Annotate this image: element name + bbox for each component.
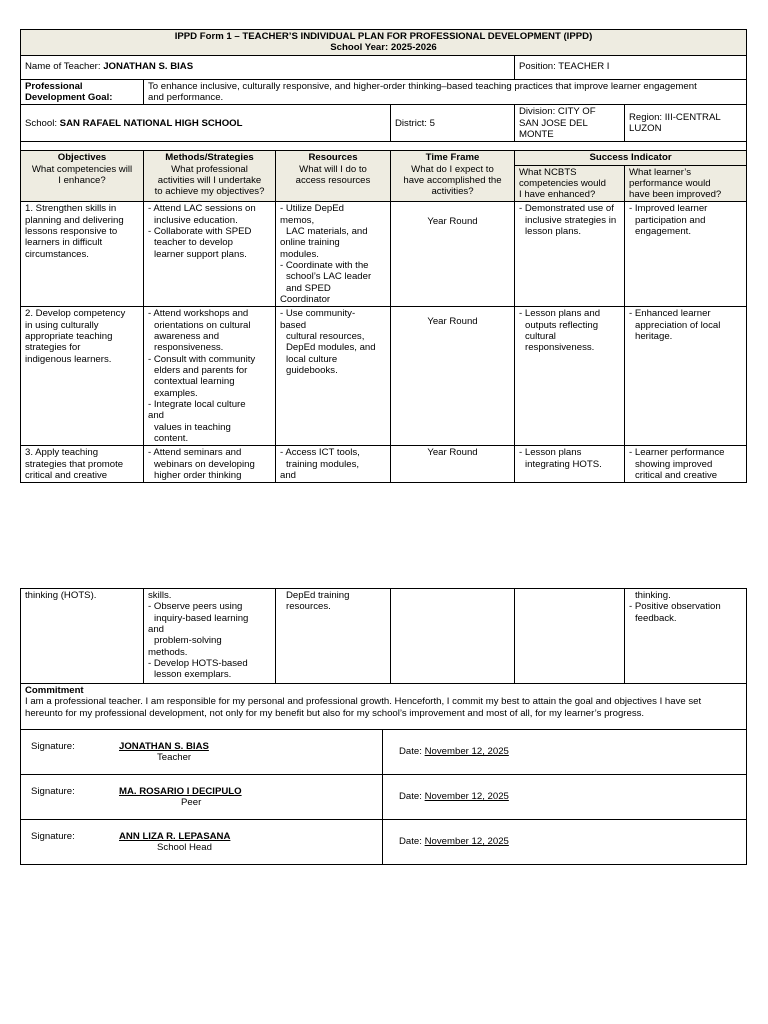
- learner-cell: [625, 589, 747, 684]
- district-cell: District: 5: [391, 105, 515, 142]
- spacer-row: [21, 142, 747, 151]
- cell-line: critical and creative: [25, 470, 108, 482]
- ncbts-cell: [515, 307, 625, 446]
- cell-line: lessons responsive to: [25, 226, 118, 238]
- school-label: School:: [25, 117, 57, 129]
- cell-line: and: [148, 623, 165, 635]
- cell-line: participation and: [635, 214, 706, 226]
- cell-line: engagement.: [635, 226, 692, 238]
- signatory-name: JONATHAN S. BIAS: [119, 740, 209, 752]
- cell-line: 1. Strengthen skills in: [25, 203, 117, 215]
- cell-line: - Demonstrated use of: [519, 203, 614, 215]
- learner-header: What learner’s performance would have been improved?: [625, 165, 747, 202]
- ncbts-cell: [515, 589, 625, 684]
- cell-line: contextual learning: [154, 376, 235, 388]
- ippd-form-page1: [20, 29, 747, 483]
- cell-line: thinking.: [635, 590, 671, 601]
- cell-line: guidebooks.: [286, 365, 338, 376]
- cell-line: - Integrate local culture: [148, 398, 246, 410]
- cell-line: - Lesson plans: [519, 447, 582, 459]
- cell-line: - Consult with community: [148, 353, 256, 365]
- cell-line: indigenous learners.: [25, 353, 112, 365]
- cell-line: strategies for: [25, 342, 81, 354]
- cell-line: circumstances.: [25, 248, 89, 260]
- cell-line: - Positive observation: [629, 601, 721, 613]
- goal-text: To enhance inclusive, culturally responsive, and higher-order thinking–based teaching practices that improve learner engagement and performance.: [144, 79, 747, 105]
- cell-line: - Learner performance: [629, 447, 725, 459]
- cell-line: DepEd training: [286, 590, 350, 601]
- time-frame-cell: [391, 589, 515, 684]
- signature-cell: Signature: MA. ROSARIO I DECIPULO Peer: [21, 775, 383, 820]
- cell-line: critical and creative: [635, 470, 718, 482]
- learner-cell: [625, 202, 747, 307]
- cell-line: examples.: [154, 387, 198, 399]
- goal-label: Professional Development Goal:: [21, 79, 144, 105]
- cell-line: - Observe peers using: [148, 601, 243, 613]
- cell-line: appropriate teaching: [25, 331, 113, 343]
- signature-date: November 12, 2025: [424, 746, 509, 758]
- teacher-name-label: Name of Teacher:: [25, 61, 101, 73]
- cell-line: - Attend seminars and: [148, 447, 242, 459]
- cell-line: and SPED: [286, 282, 331, 294]
- cell-line: cultural resources,: [286, 331, 365, 343]
- cell-line: and: [148, 410, 165, 422]
- cell-line: higher order thinking: [154, 470, 242, 482]
- success-indicator-header: Success Indicator: [515, 151, 747, 165]
- date-cell: Date: November 12, 2025: [383, 775, 747, 820]
- resources-cell: [276, 446, 391, 483]
- cell-line: integrating HOTS.: [525, 458, 602, 470]
- region-cell: Region: III-CENTRAL LUZON: [625, 105, 747, 142]
- form-header: [21, 30, 747, 56]
- cell-line: 3. Apply teaching: [25, 447, 99, 459]
- cell-line: - Utilize DepEd: [280, 203, 344, 215]
- cell-line: - Collaborate with SPED: [148, 226, 252, 238]
- cell-line: teacher to develop: [154, 237, 233, 249]
- cell-line: webinars on developing: [154, 458, 255, 470]
- cell-line: - Attend workshops and: [148, 308, 249, 320]
- cell-line: lesson plans.: [525, 226, 581, 238]
- methods-cell: [144, 589, 276, 684]
- cell-line: training modules,: [286, 458, 360, 470]
- cell-line: feedback.: [635, 612, 677, 624]
- cell-line: outputs reflecting: [525, 319, 599, 331]
- cell-line: modules.: [280, 248, 319, 260]
- objective-cell: [21, 202, 144, 307]
- methods-cell: [144, 307, 276, 446]
- methods-cell: [144, 202, 276, 307]
- ncbts-cell: [515, 446, 625, 483]
- cell-line: inclusive education.: [154, 214, 238, 226]
- signature-row: [21, 730, 747, 775]
- ncbts-cell: [515, 202, 625, 307]
- objective-cell: [21, 307, 144, 446]
- cell-line: online training: [280, 237, 340, 249]
- ncbts-header: What NCBTS competencies would I have enhanced?: [515, 165, 625, 202]
- methods-header: Methods/Strategies What professional activities will I undertake to achieve my objectives?: [144, 151, 276, 202]
- cell-line: elders and parents for: [154, 365, 248, 376]
- teacher-name-value: JONATHAN S. BIAS: [103, 61, 194, 73]
- form-title: IPPD Form 1 – TEACHER’S INDIVIDUAL PLAN FOR PROFESSIONAL DEVELOPMENT (IPPD): [174, 31, 593, 42]
- signatory-name: ANN LIZA R. LEPASANA: [119, 830, 231, 842]
- date-cell: Date: November 12, 2025: [383, 820, 747, 865]
- cell-line: - Improved learner: [629, 203, 708, 215]
- school-value: SAN RAFAEL NATIONAL HIGH SCHOOL: [59, 117, 243, 129]
- learner-cell: [625, 446, 747, 483]
- position-value: TEACHER I: [558, 61, 610, 73]
- cell-line: strategies that promote: [25, 458, 124, 470]
- commitment-title: Commitment: [25, 685, 84, 696]
- time-frame-cell: Year Round: [391, 307, 515, 446]
- time-frame-cell: Year Round: [391, 446, 515, 483]
- commitment-cell: Commitment I am a professional teacher. I am responsible for my personal and professional growth. Henceforth, I commit my best to attain the goal and objectives I have set hereunto for my professional development, not only for my benefit but also for my school’s improvement and most of all, for my learner’s progress.: [21, 684, 747, 730]
- signature-cell: Signature: ANN LIZA R. LEPASANA School Head: [21, 820, 383, 865]
- date-cell: Date: November 12, 2025: [383, 730, 747, 775]
- cell-line: appreciation of local: [635, 319, 721, 331]
- cell-line: school’s LAC leader: [286, 271, 372, 283]
- signature-row: [21, 775, 747, 820]
- cell-line: inclusive strategies in: [525, 214, 617, 226]
- cell-line: skills.: [148, 590, 172, 601]
- cell-line: responsiveness.: [525, 342, 595, 354]
- cell-line: LAC materials, and: [286, 226, 368, 238]
- resources-cell: [276, 307, 391, 446]
- signatory-name: MA. ROSARIO I DECIPULO: [119, 785, 242, 797]
- cell-line: - Enhanced learner: [629, 308, 711, 320]
- position-cell: [515, 55, 747, 79]
- cell-line: content.: [154, 432, 189, 444]
- cell-line: in using culturally: [25, 319, 99, 331]
- cell-line: learners in difficult: [25, 237, 103, 249]
- signatory-role: Peer: [181, 797, 202, 808]
- cell-line: - Use community-: [280, 308, 356, 320]
- cell-line: orientations on cultural: [154, 319, 251, 331]
- signature-date: November 12, 2025: [424, 836, 509, 848]
- cell-line: cultural: [525, 331, 556, 343]
- cell-line: learner support plans.: [154, 248, 247, 260]
- table-row: [21, 589, 747, 684]
- resources-cell: [276, 589, 391, 684]
- school-cell: [21, 105, 391, 142]
- table-row: [21, 446, 747, 483]
- time-frame-cell: Year Round: [391, 202, 515, 307]
- commitment-text: I am a professional teacher. I am responsible for my personal and professional growth. Henceforth, I commit my best to attain the goal and objectives I have set: [25, 696, 702, 708]
- cell-line: planning and delivering: [25, 214, 124, 226]
- teacher-name-cell: [21, 55, 515, 79]
- resources-header: Resources What will I do to access resources: [276, 151, 391, 202]
- cell-line: lesson exemplars.: [154, 669, 232, 681]
- objective-cell: [21, 446, 144, 483]
- cell-line: values in teaching: [154, 421, 231, 433]
- cell-line: 2. Develop competency: [25, 308, 126, 320]
- cell-line: and: [280, 470, 297, 482]
- cell-line: memos,: [280, 214, 315, 226]
- cell-line: - Coordinate with the: [280, 260, 369, 271]
- signatory-role: School Head: [157, 842, 212, 853]
- objectives-header: Objectives What competencies will I enhance?: [21, 151, 144, 202]
- cell-line: thinking (HOTS).: [25, 590, 97, 601]
- objective-cell: [21, 589, 144, 684]
- cell-line: - Develop HOTS-based: [148, 657, 248, 669]
- cell-line: responsiveness.: [154, 342, 224, 354]
- table-row: [21, 307, 747, 446]
- cell-line: methods.: [148, 646, 188, 658]
- cell-line: based: [280, 319, 307, 331]
- resources-cell: [276, 202, 391, 307]
- cell-line: showing improved: [635, 458, 713, 470]
- signature-date: November 12, 2025: [424, 791, 509, 803]
- signatory-role: Teacher: [157, 752, 192, 763]
- school-year: School Year: 2025-2026: [330, 42, 437, 54]
- ippd-form-page2: [20, 588, 747, 730]
- cell-line: inquiry-based learning: [154, 612, 249, 624]
- position-label: Position:: [519, 61, 556, 73]
- division-cell: Division: CITY OF SAN JOSE DEL MONTE: [515, 105, 625, 142]
- cell-line: heritage.: [635, 331, 673, 343]
- cell-line: problem-solving: [154, 635, 222, 647]
- signature-row: [21, 820, 747, 865]
- signature-cell: Signature: JONATHAN S. BIAS Teacher: [21, 730, 383, 775]
- cell-line: DepEd modules, and: [286, 342, 376, 354]
- table-row: [21, 202, 747, 307]
- cell-line: - Access ICT tools,: [280, 447, 360, 459]
- cell-line: Coordinator: [280, 293, 331, 305]
- methods-cell: [144, 446, 276, 483]
- signature-table: [20, 729, 747, 865]
- cell-line: - Lesson plans and: [519, 308, 601, 320]
- cell-line: resources.: [286, 601, 331, 613]
- time-frame-header: Time Frame What do I expect to have accomplished the activities?: [391, 151, 515, 202]
- cell-line: awareness and: [154, 331, 220, 343]
- learner-cell: [625, 307, 747, 446]
- cell-line: - Attend LAC sessions on: [148, 203, 256, 215]
- cell-line: local culture: [286, 353, 338, 365]
